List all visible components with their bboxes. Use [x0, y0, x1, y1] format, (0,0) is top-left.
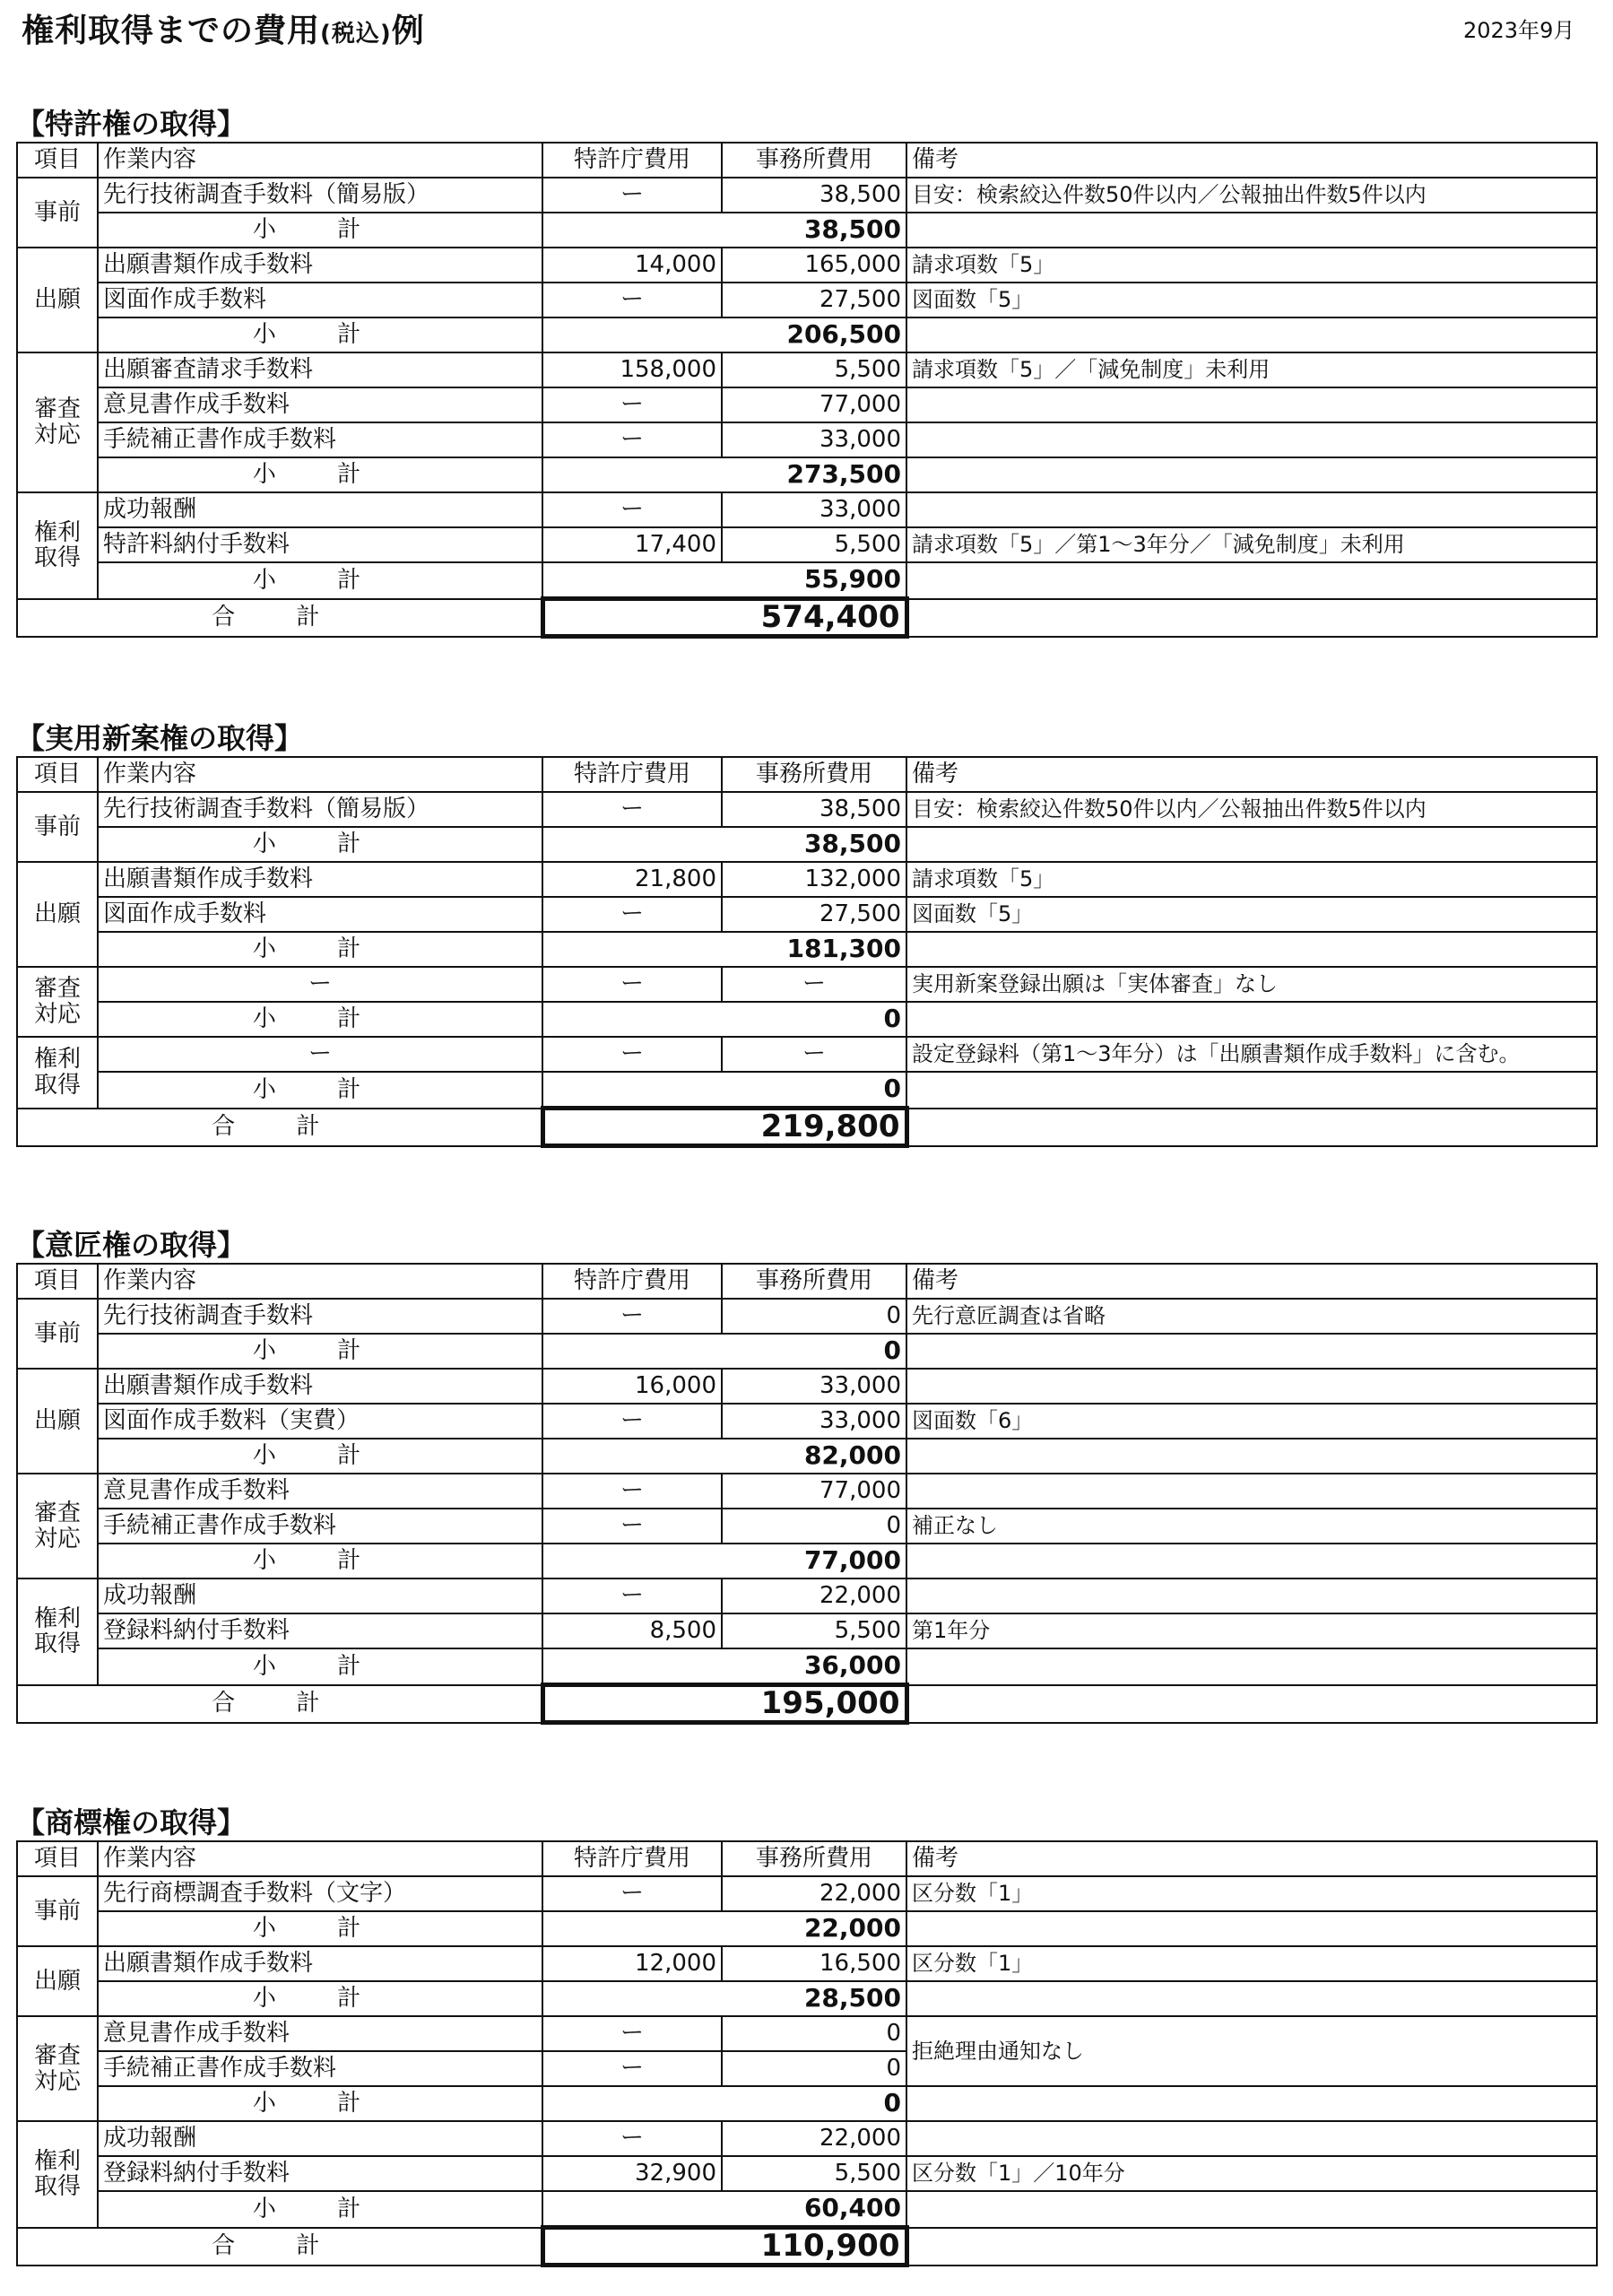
work-cell: 先行技術調査手数料	[98, 1299, 542, 1334]
page-date: 2023年9月	[1463, 18, 1575, 43]
note-cell	[906, 1544, 1597, 1578]
jpo-fee-cell: ー	[542, 178, 722, 213]
note-cell	[906, 1911, 1597, 1946]
subtotal-label: 小 計	[98, 562, 542, 599]
subtotal-value: 206,500	[542, 317, 906, 352]
subtotal-row	[17, 562, 1597, 599]
office-fee-cell: 77,000	[722, 1474, 906, 1509]
subtotal-row	[17, 1544, 1597, 1578]
office-fee-cell: 5,500	[722, 1613, 906, 1648]
office-fee-cell: 0	[722, 2016, 906, 2051]
subtotal-value: 82,000	[542, 1439, 906, 1474]
note-cell: 先行意匠調査は省略	[906, 1299, 1597, 1334]
total-label: 合 計	[17, 1109, 542, 1146]
subtotal-value: 28,500	[542, 1981, 906, 2016]
subtotal-label: 小 計	[98, 1648, 542, 1685]
subtotal-label: 小 計	[98, 1334, 542, 1369]
subtotal-label: 小 計	[98, 827, 542, 862]
jpo-fee-cell: ー	[542, 422, 722, 457]
subtotal-value: 0	[542, 1334, 906, 1369]
total-value: 110,900	[542, 2228, 906, 2266]
header-work: 作業内容	[98, 757, 542, 792]
note-cell	[906, 932, 1597, 967]
office-fee-cell: 5,500	[722, 352, 906, 387]
table-row	[17, 387, 1597, 422]
patent-section	[16, 106, 1596, 639]
fee-table	[16, 1263, 1598, 1725]
header-row	[17, 143, 1597, 178]
header-note: 備考	[906, 143, 1597, 178]
total-value: 574,400	[542, 599, 906, 637]
work-cell: 手続補正書作成手数料	[98, 2051, 542, 2086]
note-cell	[906, 492, 1597, 527]
category-grant: 権利 取得	[17, 1578, 98, 1685]
jpo-fee-cell: 32,900	[542, 2156, 722, 2191]
design-section	[16, 1227, 1596, 1725]
header-office-fee: 事務所費用	[722, 757, 906, 792]
category-exam: 審査 対応	[17, 1474, 98, 1578]
office-fee-cell: 27,500	[722, 283, 906, 317]
note-cell: 補正なし	[906, 1509, 1597, 1544]
table-row	[17, 492, 1597, 527]
subtotal-value: 77,000	[542, 1544, 906, 1578]
header-work: 作業内容	[98, 1264, 542, 1299]
note-cell: 請求項数「5」／「減免制度」未利用	[906, 352, 1597, 387]
header-row	[17, 1264, 1597, 1299]
jpo-fee-cell: 8,500	[542, 1613, 722, 1648]
subtotal-row	[17, 1439, 1597, 1474]
subtotal-row	[17, 1648, 1597, 1685]
work-cell: 出願書類作成手数料	[98, 862, 542, 897]
header-note: 備考	[906, 1264, 1597, 1299]
note-cell	[906, 317, 1597, 352]
jpo-fee-cell: ー	[542, 1876, 722, 1911]
subtotal-value: 55,900	[542, 562, 906, 599]
table-row	[17, 2156, 1597, 2191]
note-cell	[906, 1369, 1597, 1404]
jpo-fee-cell: 12,000	[542, 1946, 722, 1981]
subtotal-label: 小 計	[98, 1981, 542, 2016]
subtotal-value: 38,500	[542, 827, 906, 862]
table-row	[17, 527, 1597, 562]
category-filing: 出願	[17, 862, 98, 967]
office-fee-cell: 0	[722, 1299, 906, 1334]
note-cell: 第1年分	[906, 1613, 1597, 1648]
note-cell: 図面数「5」	[906, 283, 1597, 317]
note-cell: 設定登録料（第1～3年分）は「出願書類作成手数料」に含む。	[906, 1037, 1597, 1072]
utility-model-section	[16, 720, 1596, 1148]
category-grant: 権利 取得	[17, 2121, 98, 2228]
office-fee-cell: 27,500	[722, 897, 906, 932]
total-label: 合 計	[17, 599, 542, 637]
section-title: 【特許権の取得】	[16, 107, 247, 141]
office-fee-cell: 16,500	[722, 1946, 906, 1981]
table-row	[17, 1474, 1597, 1509]
header-item: 項目	[17, 1841, 98, 1876]
table-row	[17, 1578, 1597, 1613]
subtotal-label: 小 計	[98, 1911, 542, 1946]
page-title: 権利取得までの費用(税込)例	[22, 13, 425, 49]
office-fee-cell: 77,000	[722, 387, 906, 422]
note-cell	[906, 1002, 1597, 1037]
subtotal-row	[17, 827, 1597, 862]
subtotal-value: 22,000	[542, 1911, 906, 1946]
work-cell: 成功報酬	[98, 1578, 542, 1613]
table-row	[17, 1369, 1597, 1404]
office-fee-cell: 5,500	[722, 2156, 906, 2191]
subtotal-value: 38,500	[542, 213, 906, 248]
subtotal-label: 小 計	[98, 2191, 542, 2228]
note-cell	[906, 562, 1597, 599]
category-grant: 権利 取得	[17, 492, 98, 599]
work-cell: 特許料納付手数料	[98, 527, 542, 562]
subtotal-value: 36,000	[542, 1648, 906, 1685]
work-cell: 意見書作成手数料	[98, 2016, 542, 2051]
section-title: 【実用新案権の取得】	[16, 721, 304, 755]
total-row	[17, 599, 1597, 637]
subtotal-row	[17, 317, 1597, 352]
work-cell: 出願書類作成手数料	[98, 248, 542, 283]
subtotal-value: 60,400	[542, 2191, 906, 2228]
note-cell	[906, 2086, 1597, 2121]
work-cell: 成功報酬	[98, 492, 542, 527]
table-row	[17, 422, 1597, 457]
work-cell: 成功報酬	[98, 2121, 542, 2156]
category-pre: 事前	[17, 792, 98, 862]
work-cell: 手続補正書作成手数料	[98, 1509, 542, 1544]
office-fee-cell: ー	[722, 967, 906, 1002]
office-fee-cell: 22,000	[722, 2121, 906, 2156]
table-row	[17, 897, 1597, 932]
work-cell: 登録料納付手数料	[98, 2156, 542, 2191]
table-row	[17, 1037, 1597, 1072]
work-cell: 出願書類作成手数料	[98, 1946, 542, 1981]
table-row	[17, 2121, 1597, 2156]
note-cell: 図面数「6」	[906, 1404, 1597, 1439]
work-cell: 登録料納付手数料	[98, 1613, 542, 1648]
note-cell: 請求項数「5」／第1～3年分／「減免制度」未利用	[906, 527, 1597, 562]
jpo-fee-cell: 17,400	[542, 527, 722, 562]
table-row	[17, 1509, 1597, 1544]
work-cell: ー	[98, 1037, 542, 1072]
note-cell	[906, 422, 1597, 457]
work-cell: 先行商標調査手数料（文字）	[98, 1876, 542, 1911]
subtotal-row	[17, 2086, 1597, 2121]
subtotal-label: 小 計	[98, 1439, 542, 1474]
total-value: 219,800	[542, 1109, 906, 1146]
office-fee-cell: 5,500	[722, 527, 906, 562]
subtotal-row	[17, 2191, 1597, 2228]
header-office-fee: 事務所費用	[722, 1264, 906, 1299]
note-cell: 区分数「1」	[906, 1946, 1597, 1981]
jpo-fee-cell: ー	[542, 2051, 722, 2086]
jpo-fee-cell: ー	[542, 2121, 722, 2156]
header-note: 備考	[906, 1841, 1597, 1876]
work-cell: 出願審査請求手数料	[98, 352, 542, 387]
header-row	[17, 1841, 1597, 1876]
table-row	[17, 352, 1597, 387]
work-cell: 図面作成手数料	[98, 897, 542, 932]
subtotal-label: 小 計	[98, 932, 542, 967]
note-cell	[906, 1578, 1597, 1613]
category-pre: 事前	[17, 1876, 98, 1946]
note-cell: 実用新案登録出願は「実体審査」なし	[906, 967, 1597, 1002]
office-fee-cell: ー	[722, 1037, 906, 1072]
subtotal-row	[17, 213, 1597, 248]
total-row	[17, 2228, 1597, 2266]
jpo-fee-cell: ー	[542, 1404, 722, 1439]
jpo-fee-cell: ー	[542, 967, 722, 1002]
subtotal-row	[17, 1072, 1597, 1109]
fee-table	[16, 756, 1598, 1148]
category-exam: 審査 対応	[17, 967, 98, 1037]
table-row	[17, 1946, 1597, 1981]
office-fee-cell: 33,000	[722, 492, 906, 527]
header-work: 作業内容	[98, 143, 542, 178]
table-row	[17, 1876, 1597, 1911]
note-cell: 請求項数「5」	[906, 248, 1597, 283]
note-cell: 拒絶理由通知なし	[906, 2016, 1597, 2086]
category-filing: 出願	[17, 248, 98, 352]
subtotal-row	[17, 1334, 1597, 1369]
note-cell	[906, 457, 1597, 492]
note-cell	[906, 1334, 1597, 1369]
office-fee-cell: 0	[722, 1509, 906, 1544]
header-work: 作業内容	[98, 1841, 542, 1876]
note-cell	[906, 387, 1597, 422]
note-cell	[906, 1072, 1597, 1109]
subtotal-row	[17, 1981, 1597, 2016]
fee-table	[16, 1840, 1598, 2267]
trademark-section	[16, 1805, 1596, 2267]
subtotal-label: 小 計	[98, 1072, 542, 1109]
jpo-fee-cell: 158,000	[542, 352, 722, 387]
header-office-fee: 事務所費用	[722, 143, 906, 178]
note-cell: 図面数「5」	[906, 897, 1597, 932]
total-row	[17, 1685, 1597, 1723]
header-item: 項目	[17, 757, 98, 792]
header-jpo-fee: 特許庁費用	[542, 757, 722, 792]
note-cell	[906, 1685, 1597, 1723]
category-exam: 審査 対応	[17, 2016, 98, 2121]
subtotal-row	[17, 457, 1597, 492]
note-cell	[906, 2191, 1597, 2228]
work-cell: 意見書作成手数料	[98, 1474, 542, 1509]
office-fee-cell: 38,500	[722, 178, 906, 213]
table-row	[17, 2016, 1597, 2051]
category-exam: 審査 対応	[17, 352, 98, 492]
category-grant: 権利 取得	[17, 1037, 98, 1109]
note-cell: 目安：検索絞込件数50件以内／公報抽出件数5件以内	[906, 178, 1597, 213]
jpo-fee-cell: ー	[542, 1578, 722, 1613]
section-title: 【商標権の取得】	[16, 1805, 247, 1839]
subtotal-value: 0	[542, 1002, 906, 1037]
note-cell	[906, 2121, 1597, 2156]
work-cell: ー	[98, 967, 542, 1002]
category-pre: 事前	[17, 178, 98, 248]
table-row	[17, 1299, 1597, 1334]
jpo-fee-cell: 16,000	[542, 1369, 722, 1404]
note-cell	[906, 2228, 1597, 2266]
jpo-fee-cell: ー	[542, 2016, 722, 2051]
subtotal-value: 181,300	[542, 932, 906, 967]
subtotal-label: 小 計	[98, 2086, 542, 2121]
office-fee-cell: 0	[722, 2051, 906, 2086]
subtotal-label: 小 計	[98, 317, 542, 352]
note-cell: 請求項数「5」	[906, 862, 1597, 897]
table-row	[17, 178, 1597, 213]
office-fee-cell: 38,500	[722, 792, 906, 827]
jpo-fee-cell: ー	[542, 283, 722, 317]
subtotal-row	[17, 1911, 1597, 1946]
work-cell: 図面作成手数料（実費）	[98, 1404, 542, 1439]
note-cell: 区分数「1」／10年分	[906, 2156, 1597, 2191]
subtotal-value: 0	[542, 1072, 906, 1109]
jpo-fee-cell: 14,000	[542, 248, 722, 283]
table-row	[17, 792, 1597, 827]
section-title: 【意匠権の取得】	[16, 1228, 247, 1262]
note-cell	[906, 1439, 1597, 1474]
work-cell: 先行技術調査手数料（簡易版）	[98, 792, 542, 827]
subtotal-row	[17, 1002, 1597, 1037]
header-office-fee: 事務所費用	[722, 1841, 906, 1876]
subtotal-label: 小 計	[98, 1544, 542, 1578]
office-fee-cell: 33,000	[722, 1404, 906, 1439]
work-cell: 意見書作成手数料	[98, 387, 542, 422]
table-row	[17, 1404, 1597, 1439]
jpo-fee-cell: ー	[542, 792, 722, 827]
table-row	[17, 1613, 1597, 1648]
jpo-fee-cell: ー	[542, 1299, 722, 1334]
office-fee-cell: 22,000	[722, 1578, 906, 1613]
subtotal-value: 0	[542, 2086, 906, 2121]
office-fee-cell: 165,000	[722, 248, 906, 283]
header-note: 備考	[906, 757, 1597, 792]
note-cell	[906, 1474, 1597, 1509]
header-item: 項目	[17, 1264, 98, 1299]
jpo-fee-cell: ー	[542, 492, 722, 527]
header-jpo-fee: 特許庁費用	[542, 1841, 722, 1876]
note-cell: 区分数「1」	[906, 1876, 1597, 1911]
office-fee-cell: 132,000	[722, 862, 906, 897]
subtotal-label: 小 計	[98, 213, 542, 248]
subtotal-row	[17, 932, 1597, 967]
jpo-fee-cell: ー	[542, 897, 722, 932]
work-cell: 出願書類作成手数料	[98, 1369, 542, 1404]
header-row	[17, 757, 1597, 792]
note-cell	[906, 1109, 1597, 1146]
note-cell	[906, 827, 1597, 862]
category-filing: 出願	[17, 1369, 98, 1474]
table-row	[17, 283, 1597, 317]
subtotal-label: 小 計	[98, 457, 542, 492]
note-cell	[906, 1648, 1597, 1685]
header-jpo-fee: 特許庁費用	[542, 1264, 722, 1299]
table-row	[17, 248, 1597, 283]
subtotal-value: 273,500	[542, 457, 906, 492]
note-cell	[906, 599, 1597, 637]
total-label: 合 計	[17, 2228, 542, 2266]
table-row	[17, 862, 1597, 897]
category-pre: 事前	[17, 1299, 98, 1369]
jpo-fee-cell: ー	[542, 1037, 722, 1072]
jpo-fee-cell: ー	[542, 1509, 722, 1544]
jpo-fee-cell: 21,800	[542, 862, 722, 897]
work-cell: 手続補正書作成手数料	[98, 422, 542, 457]
header-item: 項目	[17, 143, 98, 178]
fee-table	[16, 142, 1598, 639]
office-fee-cell: 33,000	[722, 1369, 906, 1404]
header-jpo-fee: 特許庁費用	[542, 143, 722, 178]
note-cell	[906, 213, 1597, 248]
total-row	[17, 1109, 1597, 1146]
work-cell: 先行技術調査手数料（簡易版）	[98, 178, 542, 213]
jpo-fee-cell: ー	[542, 1474, 722, 1509]
office-fee-cell: 22,000	[722, 1876, 906, 1911]
total-value: 195,000	[542, 1685, 906, 1723]
work-cell: 図面作成手数料	[98, 283, 542, 317]
table-row	[17, 967, 1597, 1002]
office-fee-cell: 33,000	[722, 422, 906, 457]
jpo-fee-cell: ー	[542, 387, 722, 422]
note-cell: 目安：検索絞込件数50件以内／公報抽出件数5件以内	[906, 792, 1597, 827]
category-filing: 出願	[17, 1946, 98, 2016]
note-cell	[906, 1981, 1597, 2016]
total-label: 合 計	[17, 1685, 542, 1723]
subtotal-label: 小 計	[98, 1002, 542, 1037]
